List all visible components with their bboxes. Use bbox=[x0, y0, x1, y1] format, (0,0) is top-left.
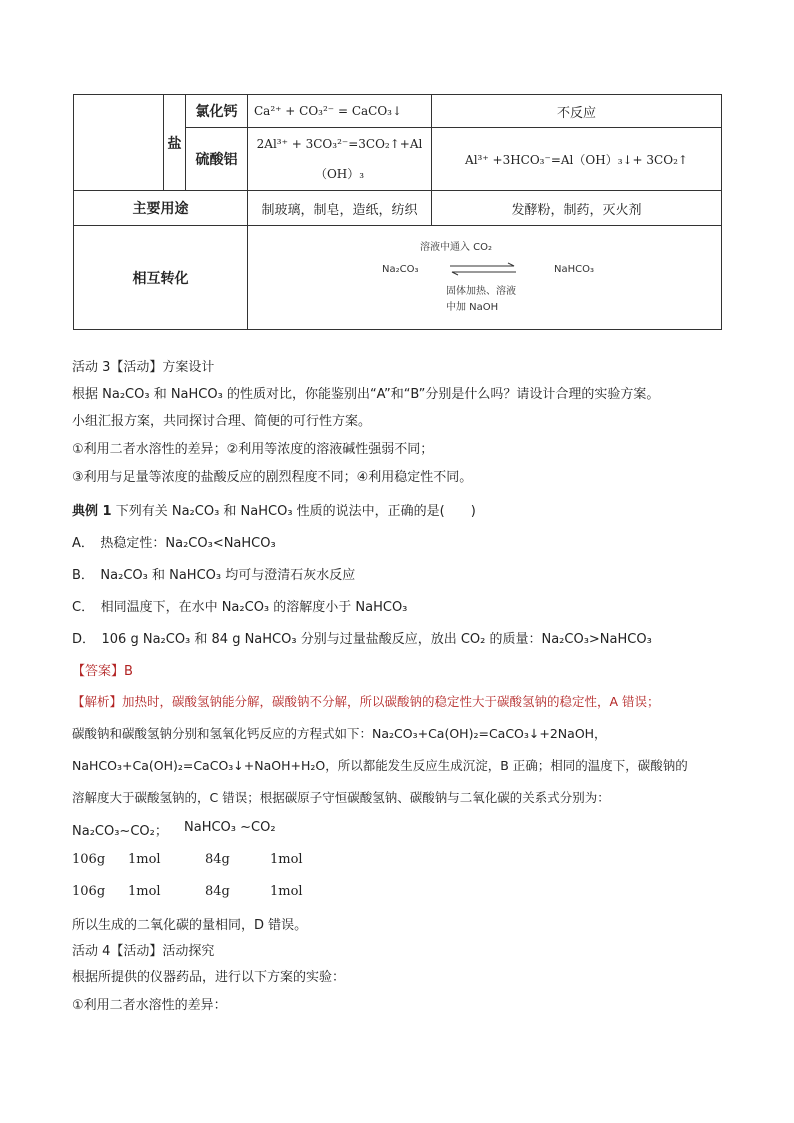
table-row bbox=[74, 191, 722, 226]
row-label-cacl2: 氯化钙 bbox=[186, 95, 248, 128]
analysis-line: NaHCO₃+Ca(OH)₂=CaCO₃↓+NaOH+H₂O，所以都能发生反应生成沉淀，B 正确；相同的温度下，碳酸钠的 bbox=[72, 758, 688, 773]
option-c: C． 相同温度下，在水中 Na₂CO₃ 的溶解度小于 NaHCO₃ bbox=[72, 600, 408, 615]
paragraph: ③利用与足量等浓度的盐酸反应的剧烈程度不同；④利用稳定性不同。 bbox=[72, 470, 473, 485]
al2so43-nahco3-equation: Al³⁺ +3HCO₃⁻=Al（OH）₃↓+ 3CO₂↑ bbox=[432, 128, 722, 191]
row-label-use: 主要用途 bbox=[74, 191, 248, 226]
cacl2-nahco3-result: 不反应 bbox=[432, 95, 722, 128]
paragraph: 小组汇报方案，共同探讨合理、简便的可行性方案。 bbox=[72, 414, 372, 429]
paragraph: ①利用二者水溶性的差异；②利用等浓度的溶液碱性强弱不同； bbox=[72, 442, 434, 457]
use-nahco3: 发酵粉，制药，灭火剂 bbox=[432, 191, 722, 226]
relation-header bbox=[72, 820, 472, 838]
paragraph: 根据 Na₂CO₃ 和 NaHCO₃ 的性质对比，你能鉴别出“A”和“B”分别是什么吗？请设计合理的实验方案。 bbox=[72, 387, 660, 402]
conclusion: 所以生成的二氧化碳的量相同，D 错误。 bbox=[72, 918, 308, 933]
option-b: B． Na₂CO₃ 和 NaHCO₃ 均可与澄清石灰水反应 bbox=[72, 568, 356, 583]
salt-label: 盐 bbox=[164, 95, 186, 191]
activity3-title: 活动 3【活动】方案设计 bbox=[72, 360, 215, 375]
analysis-line: 【解析】加热时，碳酸氢钠能分解，碳酸钠不分解，所以碳酸钠的稳定性大于碳酸氢钠的稳定性，A 错误； bbox=[72, 694, 660, 709]
equilibrium-arrows-icon bbox=[448, 262, 518, 276]
example-label: 典例 1 bbox=[72, 504, 112, 519]
diagram-bottom-label-2: 中加 NaOH bbox=[446, 302, 499, 313]
diagram-bottom-label-1: 固体加热、溶液 bbox=[446, 286, 516, 297]
equation-line: （OH）₃ bbox=[314, 167, 365, 181]
diagram-right-compound: NaHCO₃ bbox=[554, 264, 594, 275]
relation-row: 106g 1mol 84g 1mol bbox=[72, 852, 303, 867]
al2so43-na2co3-equation bbox=[248, 128, 432, 191]
paragraph: ①利用二者水溶性的差异： bbox=[72, 998, 227, 1013]
analysis-line: 碳酸钠和碳酸氢钠分别和氢氧化钙反应的方程式如下：Na₂CO₃+Ca(OH)₂=CaCO₃↓+2NaOH， bbox=[72, 726, 607, 741]
relation-nahco3: NaHCO₃ ~CO₂ bbox=[184, 820, 276, 835]
answer: 【答案】B bbox=[72, 664, 133, 679]
table-cell-blank bbox=[74, 95, 164, 191]
use-na2co3: 制玻璃，制皂，造纸，纺织 bbox=[248, 191, 432, 226]
comparison-table bbox=[73, 94, 722, 330]
table-row bbox=[74, 95, 722, 128]
option-a: A． 热稳定性：Na₂CO₃<NaHCO₃ bbox=[72, 536, 276, 551]
row-label-al2so43: 硫酸铝 bbox=[186, 128, 248, 191]
equation-line: 2Al³⁺ + 3CO₃²⁻=3CO₂↑+Al bbox=[256, 137, 423, 151]
example-question bbox=[72, 500, 476, 519]
activity4-title: 活动 4【活动】活动探究 bbox=[72, 944, 215, 959]
conversion-diagram-cell bbox=[248, 226, 722, 330]
analysis-line: 溶解度大于碳酸氢钠的，C 错误；根据碳原子守恒碳酸氢钠、碳酸钠与二氧化碳的关系式分别为： bbox=[72, 790, 610, 805]
example-stem: 下列有关 Na₂CO₃ 和 NaHCO₃ 性质的说法中，正确的是( ) bbox=[115, 504, 476, 519]
row-label-convert: 相互转化 bbox=[74, 226, 248, 330]
paragraph: 根据所提供的仪器药品，进行以下方案的实验： bbox=[72, 970, 346, 985]
diagram-top-label: 溶液中通入 CO₂ bbox=[420, 242, 493, 253]
cacl2-na2co3-equation: Ca²⁺ + CO₃²⁻ = CaCO₃↓ bbox=[248, 95, 432, 128]
table-row bbox=[74, 226, 722, 330]
diagram-left-compound: Na₂CO₃ bbox=[382, 264, 419, 275]
conversion-diagram bbox=[248, 226, 721, 329]
option-d: D． 106 g Na₂CO₃ 和 84 g NaHCO₃ 分别与过量盐酸反应，放出 CO₂ 的质量：Na₂CO₃>NaHCO₃ bbox=[72, 632, 652, 647]
relation-na2co3: Na₂CO₃~CO₂； bbox=[72, 824, 168, 839]
relation-row: 106g 1mol 84g 1mol bbox=[72, 884, 303, 899]
